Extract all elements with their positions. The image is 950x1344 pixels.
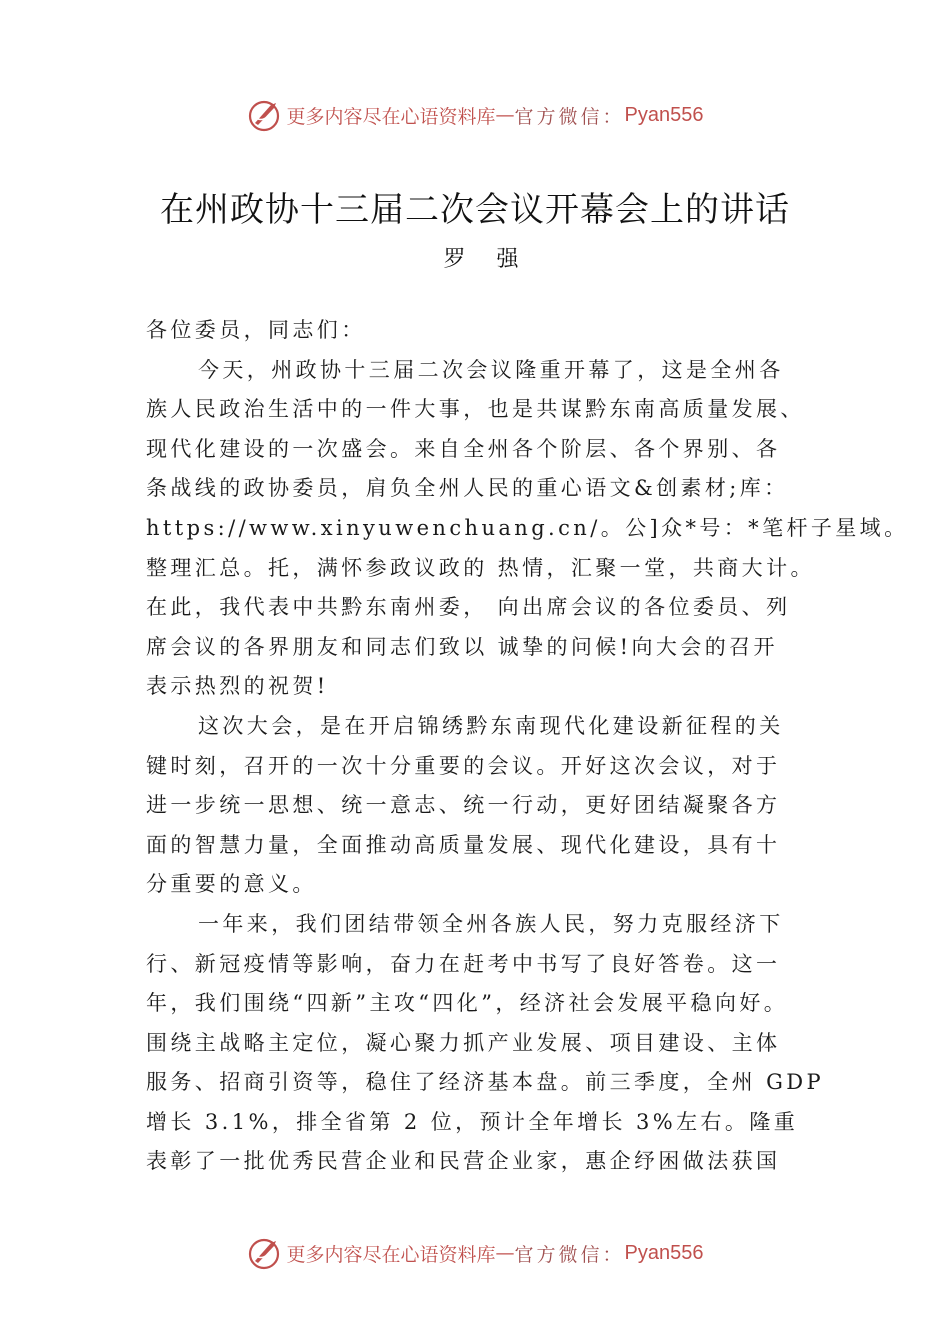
- body-line: 族人民政治生活中的一件大事，也是共谋黔东南高质量发展、: [146, 397, 805, 422]
- body-line: 面的智慧力量，全面推动高质量发展、现代化建设，具有十: [146, 832, 781, 857]
- body-line: 表彰了一批优秀民营企业和民营企业家，惠企纾困做法获国: [146, 1149, 781, 1174]
- body-line: 条战线的政协委员，肩负全州人民的重心语文&创素材;库：: [146, 476, 789, 501]
- body-line: 服务、招商引资等，稳住了经济基本盘。前三季度，全州 GDP: [146, 1070, 825, 1095]
- banner-wechat-id: Pyan556: [624, 1241, 704, 1264]
- body-line: 现代化建设的一次盛会。来自全州各个阶层、各个界别、各: [146, 436, 781, 461]
- banner-wechat-label: 官方微信：: [514, 1243, 625, 1266]
- body-line: 在此，我代表中共黔东南州委， 向出席会议的各位委员、列: [146, 595, 791, 620]
- body-line: 一年来，我们团结带领全州各族人民，努力克服经济下: [198, 911, 784, 936]
- body-line: https://www.xinyuwenchuang.cn/。公]众*号：*笔杆子星域。: [146, 515, 909, 540]
- body-line: 围绕主战略主定位，凝心聚力抓产业发展、项目建设、主体: [146, 1030, 781, 1055]
- body-line: 席会议的各界朋友和同志们致以 诚挚的问候!向大会的召开: [146, 634, 778, 659]
- banner-separator: —: [495, 104, 515, 126]
- body-line: 分重要的意义。: [146, 872, 317, 897]
- body-line: 年，我们围绕“四新”主攻“四化”，经济社会发展平稳向好。: [146, 991, 789, 1016]
- document-title: 在州政协十三届二次会议开幕会上的讲话: [160, 190, 790, 230]
- body-line: 行、新冠疫情等影响，奋力在赶考中书写了良好答卷。这一: [146, 951, 781, 976]
- banner-wechat-id: Pyan556: [624, 103, 704, 126]
- banner-separator: —: [495, 1242, 515, 1264]
- banner-brand: 更多内容尽在心语资料库: [286, 1243, 496, 1266]
- document-author: 罗 强: [443, 247, 531, 272]
- salutation-line: 各位委员，同志们：: [146, 318, 366, 342]
- body-line: 今天，州政协十三届二次会议隆重开幕了，这是全州各: [198, 357, 784, 382]
- body-line: 进一步统一思想、统一意志、统一行动，更好团结凝聚各方: [146, 793, 781, 818]
- body-line: 增长 3.1%，排全省第 2 位，预计全年增长 3%左右。隆重: [146, 1109, 799, 1134]
- body-line: 整理汇总。托，满怀参政议政的 热情，汇聚一堂，共商大计。: [146, 555, 815, 580]
- banner-wechat-label: 官方微信：: [514, 105, 625, 128]
- footer-banner: [0, 1233, 950, 1273]
- body-line: 这次大会，是在开启锦绣黔东南现代化建设新征程的关: [198, 713, 784, 738]
- body-line: 表示热烈的祝贺!: [146, 674, 329, 699]
- pen-logo-icon: [247, 97, 283, 133]
- banner-brand: 更多内容尽在心语资料库: [286, 105, 496, 128]
- document-body: [146, 311, 909, 1182]
- body-line: 键时刻，召开的一次十分重要的会议。开好这次会议，对于: [146, 753, 781, 778]
- header-banner: [0, 95, 950, 135]
- pen-logo-icon: [247, 1235, 283, 1271]
